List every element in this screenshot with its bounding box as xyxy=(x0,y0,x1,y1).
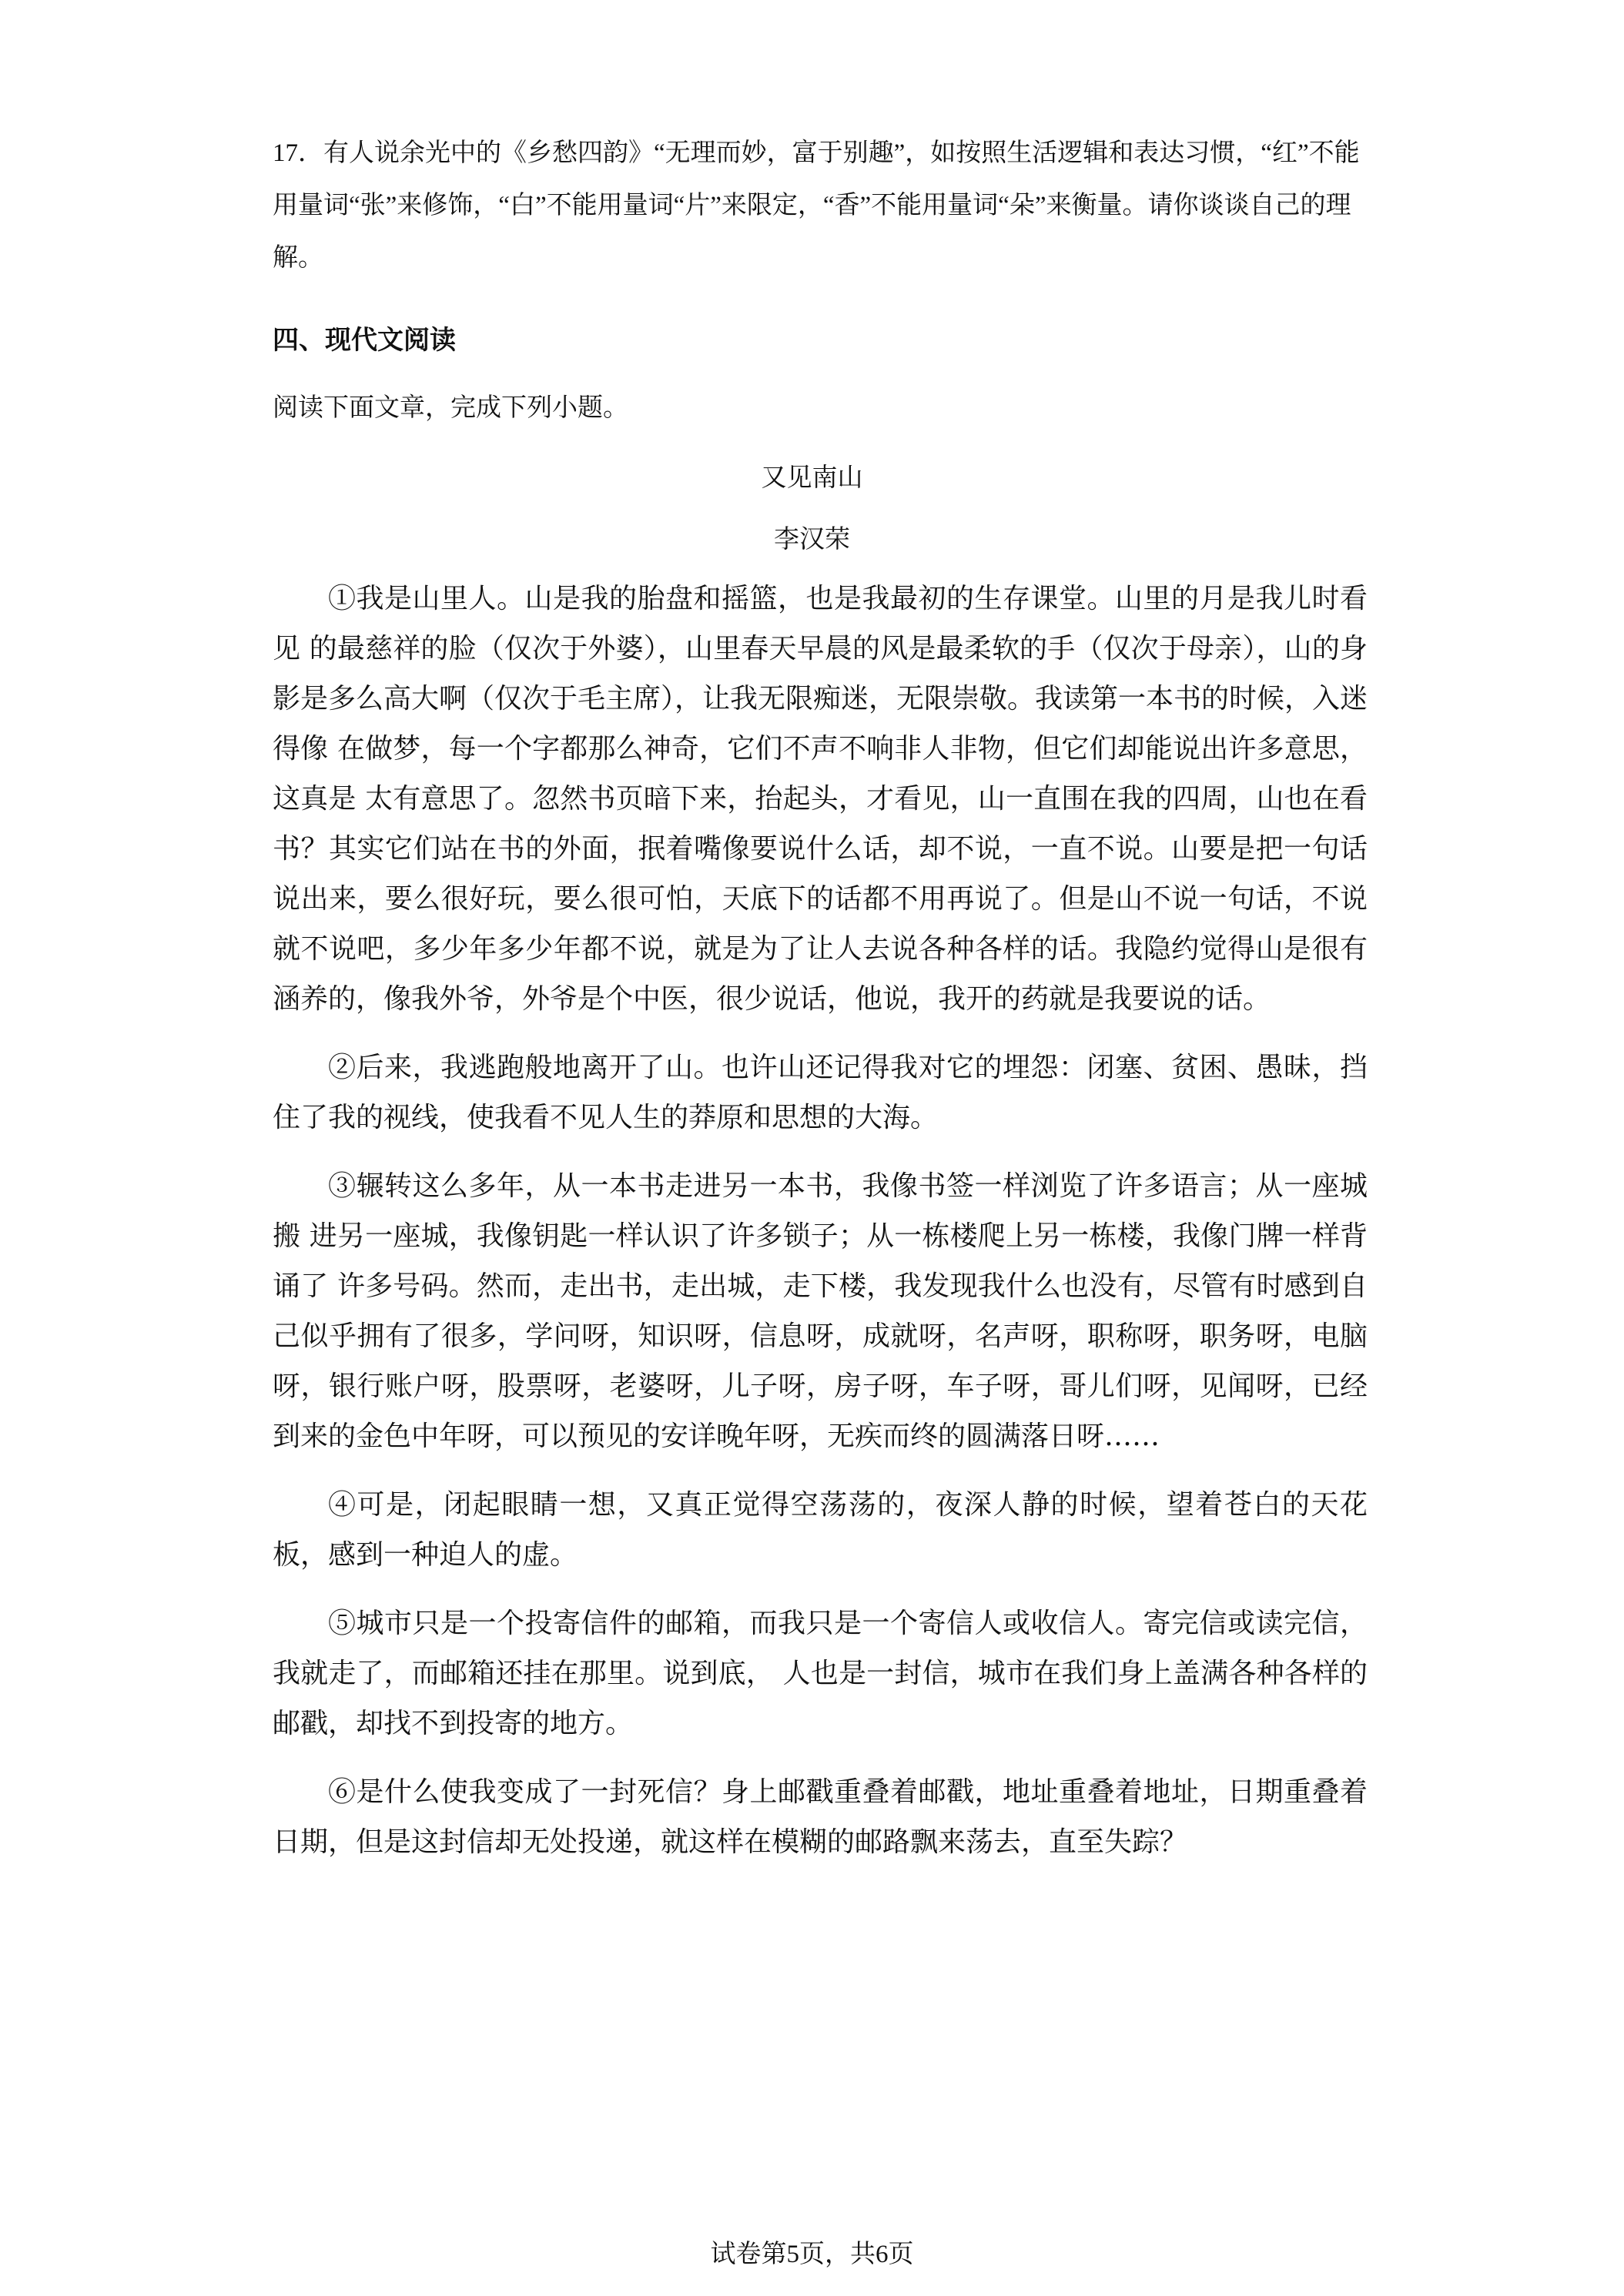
article-body xyxy=(273,574,1368,1886)
question-17: 17．有人说余光中的《乡愁四韵》“无理而妙，富于别趣”，如按照生活逻辑和表达习惯，“红”不能用量词“张”来修饰，“白”不能用量词“片”来限定，“香”不能用量词“朵”来衡量。请你谈谈自己的理解。 xyxy=(273,139,1360,272)
article-title: 又见南山 xyxy=(761,462,863,492)
article-paragraph-4: ④可是，闭起眼睛一想，又真正觉得空荡荡的，夜深人静的时候，望着苍白的天花板，感到一种迫人的虚。 xyxy=(273,1489,1368,1571)
page-footer: 试卷第5页，共6页 xyxy=(710,2241,914,2268)
section-heading: 四、现代文阅读 xyxy=(273,325,456,356)
article-paragraph-5: ⑤城市只是一个投寄信件的邮箱，而我只是一个寄信人或收信人。寄完信或读完信，我就走了，而邮箱还挂在那里。说到底， 人也是一封信，城市在我们身上盖满各种各样的邮戳，却找不到投寄的地方。 xyxy=(273,1608,1368,1739)
reading-instruction: 阅读下面文章，完成下列小题。 xyxy=(273,394,628,422)
article-author: 李汉荣 xyxy=(774,524,850,554)
article-paragraph-2: ②后来，我逃跑般地离开了山。也许山还记得我对它的埋怨：闭塞、贫困、愚昧，挡住了我的视线，使我看不见人生的莽原和思想的大海。 xyxy=(273,1052,1368,1133)
article-paragraph-6: ⑥是什么使我变成了一封死信？身上邮戳重叠着邮戳，地址重叠着地址，日期重叠着日期，但是这封信却无处投递，就这样在模糊的邮路飘来荡去，直至失踪？ xyxy=(273,1776,1368,1858)
article-paragraph-3: ③辗转这么多年，从一本书走进另一本书，我像书签一样浏览了许多语言；从一座城搬 进另一座城，我像钥匙一样认识了许多锁子；从一栋楼爬上另一栋楼，我像门牌一样背诵了 许多号码。然而，走出书，走出城，走下楼，我发现我什么也没有，尽管有时感到自己似乎拥有了很多，学问呀，知识呀，信息呀，成就呀，名声呀，职称呀，职务呀，电脑呀，银行账户呀，股票呀，老婆呀，儿子呀，房子呀，车子呀，哥儿们呀，见闻呀，已经到来的金色中年呀，可以预见的安详晚年呀，无疾而终的圆满落日呀…… xyxy=(273,1170,1368,1452)
article-paragraph-1: ①我是山里人。山是我的胎盘和摇篮，也是我最初的生存课堂。山里的月是我儿时看见 的最慈祥的脸（仅次于外婆），山里春天早晨的风是最柔软的手（仅次于母亲），山的身影是多么高大啊（仅次于毛主席），让我无限痴迷，无限崇敬。我读第一本书的时候，入迷得像 在做梦，每一个字都那么神奇，它们不声不响非人非物，但它们却能说出许多意思，这真是 太有意思了。忽然书页暗下来，抬起头，才看见，山一直围在我的四周，山也在看书？其实它们站在书的外面，抿着嘴像要说什么话，却不说，一直不说。山要是把一句话说出来，要么很好玩，要么很可怕，天底下的话都不用再说了。但是山不说一句话，不说就不说吧，多少年多少年都不说，就是为了让人去说各种各样的话。我隐约觉得山是很有涵养的，像我外爷，外爷是个中医，很少说话，他说，我开的药就是我要说的话。 xyxy=(273,583,1368,1015)
